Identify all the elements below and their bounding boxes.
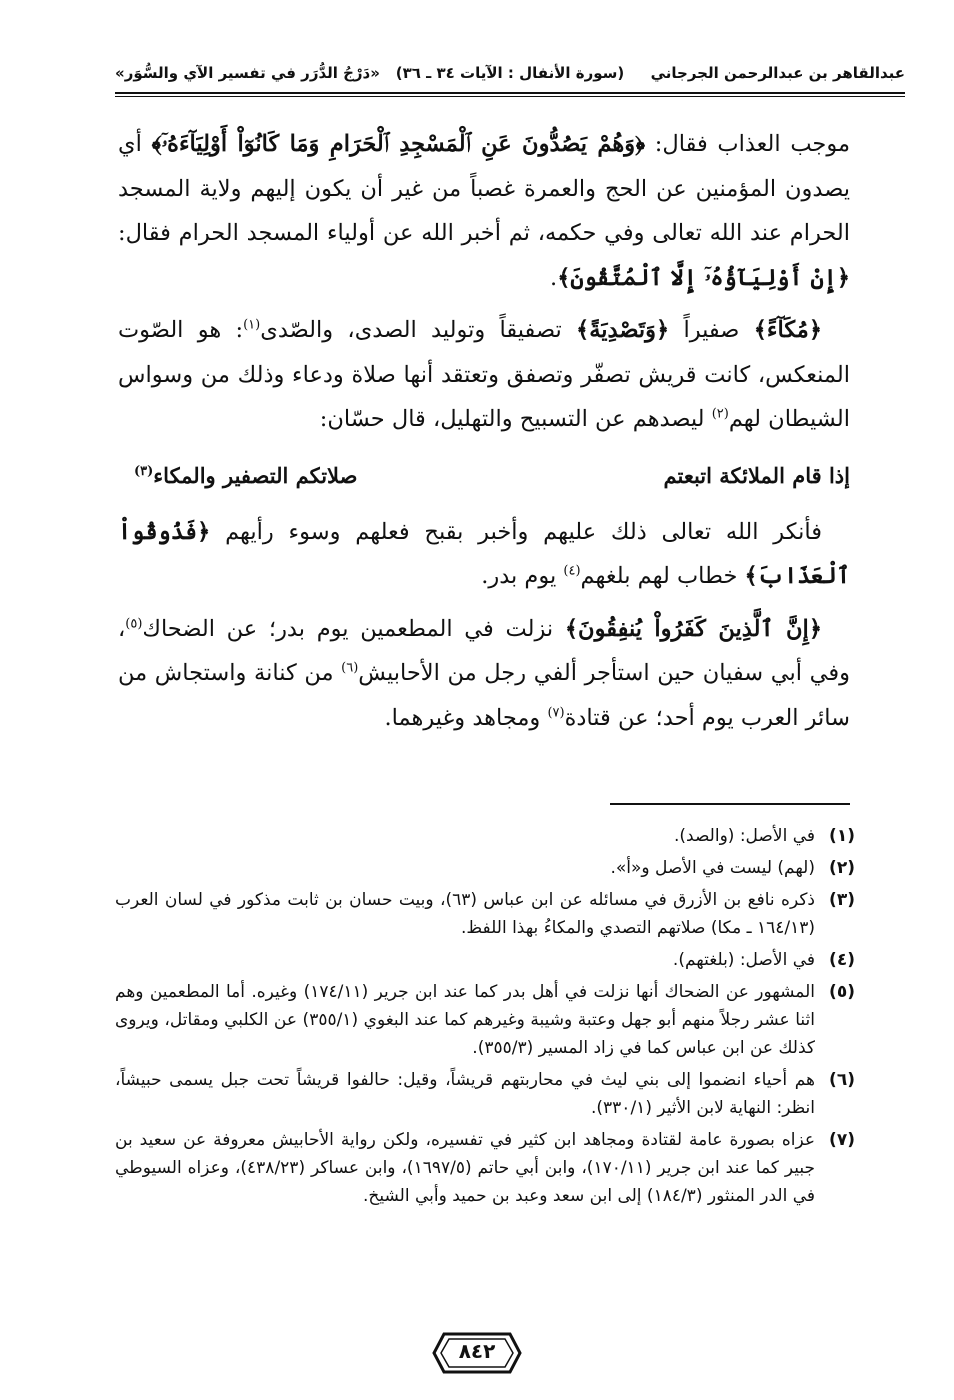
header-author: عبدالقاهر بن عبدالرحمن الجرجاني [650,64,905,82]
page-number: ٨٤٢ [458,1339,496,1363]
text-run: موجب العذاب فقال: [645,131,851,157]
main-text [118,122,850,748]
text-run: . [550,264,558,291]
footnote [115,854,855,882]
footnote-number: (٢) [829,858,855,878]
text-run: نزلت في المطعمين يوم بدر؛ عن الضحاك [142,615,565,642]
text-run: أي يصدون المؤمنين عن الحج والعمرة غصباً من غير أن يكون إليهم ولاية المسجد الحرام عند الله تعالى وفي حكمه، ثم أخبر الله عن أولياء المسجد الحرام فقال: [118,131,850,246]
footnote-text: في الأصل: (والصد). [673,826,815,846]
footnote-text: هم أحياء انضموا إلى بني ليث في محاربتهم قريشاً، وقيل: حالفوا قريشاً تحت جبل يسمى حبيشاً، انظر: النهاية لابن الأثير (٣٣٠/١). [115,1070,815,1118]
text-run: من كنانة واستجاش من سائر العرب يوم أحد؛ عن قتادة [118,660,850,731]
footnote-text: عزاه بصورة عامة لقتادة ومجاهد ابن كثير في تفسيره، ولكن رواية الأحابيش معروفة عن سعيد بن جبير كما عند ابن جرير (١٧٠/١١)، وابن أبي حاتم (١٦٩٧/٥)، وابن عساكر (٤٣٨/٢٣)، وعزاه السيوطي في الدر المنثور (١٨٤/٣) إلى ابن سعد وعبد بن حميد وأبي الشيخ. [115,1130,815,1206]
text-run: يوم بدر. [481,563,564,589]
footnote-text: ذكره نافع بن الأزرق في مسائله عن ابن عباس (٦٣)، وبيت حسان بن ثابت مذكور في لسان العرب (١٦٤/١٣ ـ مكا) صلاتهم التصدي والمكاءُ بهذا اللفظ. [115,890,815,938]
verse-hemistich-1: إذا قام الملائكة اتبعتم [663,462,850,488]
quran-quote: ﴿وَهُمْ يَصُدُّونَ عَنِ ٱلْمَسْجِدِ ٱلْحَرَامِ وَمَا كَانُوٓاْ أَوْلِيَآءَهُۥٓ﴾ [151,131,646,157]
footnote-text: في الأصل: (بلغتهم). [672,950,815,970]
footnote-text: (لهم) ليست في الأصل و«أ». [610,858,815,878]
footnote-text: المشهور عن الضحاك أنها نزلت في أهل بدر كما عند ابن جرير (١٧٤/١١) وغيره. أما المطعمين وهم اثنا عشر رجلاً منهم أبو جهل وعتبة وشيبة وغيرهم كما عند البغوي (٣٥٥/١) عن الكلبي ومقاتل، ويروى كذلك عن ابن عباس كما في زاد المسير (٣٥٥/٣). [115,982,815,1058]
footnote-ref[interactable]: (٤) [563,563,581,579]
footnote-ref[interactable]: (٣) [134,463,154,479]
quran-quote: ﴿إِنَّ ٱلَّذِينَ كَفَرُواْ يُنفِقُونَ﴾ [564,615,822,642]
text-run: صلاتكم التصفير والمكاء [153,462,358,488]
footnotes [115,822,855,1214]
text-run: تصفيقاً وتوليد الصدى، والصّدى [260,317,577,343]
footnote [115,822,855,850]
footnote-ref[interactable]: (١) [243,317,261,333]
footnote-number: (٣) [829,890,855,910]
footnote [115,1126,855,1210]
quran-quote: ﴿وَتَصْدِيَةً﴾ [576,317,670,343]
text-run: فأنكر الله تعالى ذلك عليهم وأخبر بقبح فعلهم وسوء رأيهم [210,518,822,545]
text-run: خطاب لهم بلغهم [580,563,745,589]
text-run: ليصدهم عن التسبيح والتهليل، قال حسّان: [319,406,712,432]
page-number-ornament [432,1330,522,1376]
header-rule [115,92,905,94]
header-surah-ref: (سورة الأنفال : الآيات ٣٤ ـ ٣٦) [395,64,625,82]
footnote-number: (٧) [829,1130,855,1150]
footnote-number: (٦) [829,1070,855,1090]
verse-hemistich-2 [134,454,357,499]
paragraph-3 [118,510,850,599]
footnote-number: (١) [829,826,855,846]
header-rule-thin [115,96,905,97]
text-run: صفيراً [669,317,754,343]
footnote-number: (٤) [829,950,855,970]
footnote-ref[interactable]: (٧) [547,705,565,720]
footnote-number: (٥) [829,982,855,1002]
text-run: ومجاهد وغيرهما. [384,704,548,731]
footnote-ref[interactable]: (٦) [341,660,359,676]
text-run: : هو الصّوت المنعكس، كانت قريش تصفّر وتصفق وتعتقد أنها صلاة ودعاء وذلك من وسواس الشيطان لهم [118,317,850,432]
footnote [115,978,855,1062]
footnote-ref[interactable]: (٢) [711,406,729,422]
footnote-separator [610,803,850,805]
header-book-title: «دَرْجُ الدُّرَر في تفسير الآي والسُّوَر» [115,64,380,82]
footnote [115,1066,855,1122]
paragraph-1 [118,122,850,300]
footnote [115,886,855,942]
footnote-ref[interactable]: (٥) [125,616,143,631]
running-header [115,60,905,90]
quran-quote: ﴿مُكَآءً﴾ [753,317,822,343]
text-run: ، وفي أبي سفيان حين استأجر ألفي رجل من الأحابيش [118,615,850,686]
footnote [115,946,855,974]
paragraph-4 [118,607,850,741]
quran-quote: ﴿إِنْ أَوْلِيَآؤُهُۥٓ إِلَّا ٱلْمُتَّقُونَ﴾ [557,264,850,291]
paragraph-2 [118,308,850,442]
poetry-verse [118,450,850,500]
quran-quote: ﴿فَذُوقُواْ ٱلْعَذَابَ﴾ [118,518,850,589]
